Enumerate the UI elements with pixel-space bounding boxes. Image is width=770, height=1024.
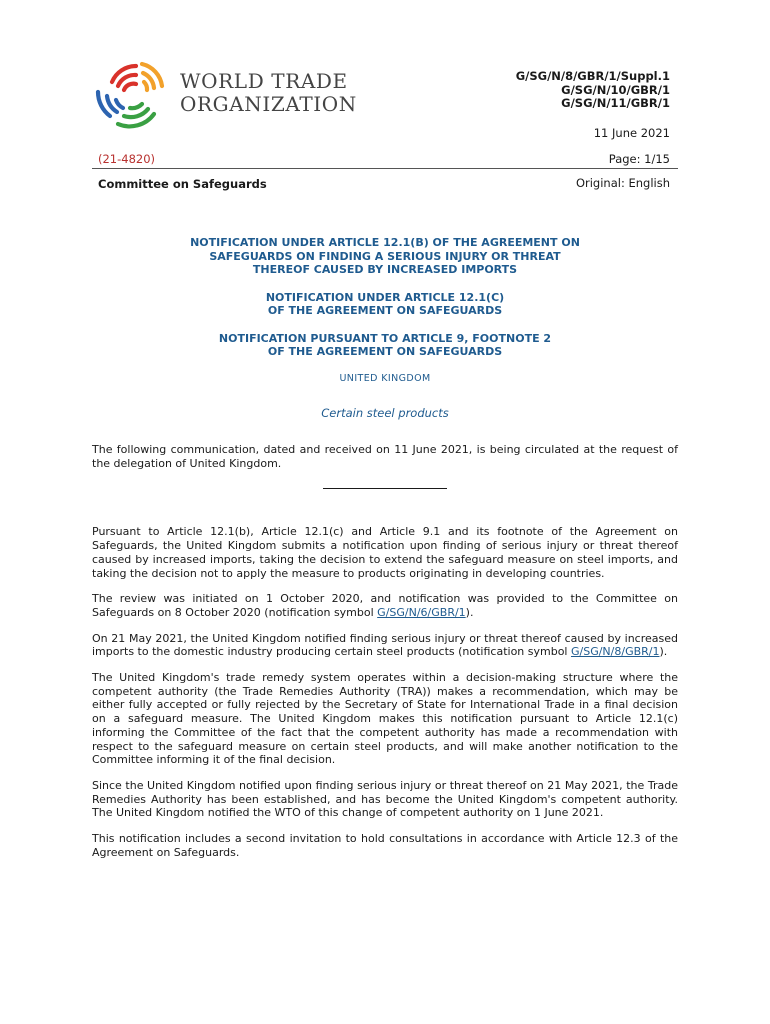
wto-emblem-icon	[92, 56, 172, 134]
document-number: (21-4820)	[98, 152, 156, 166]
member-name: UNITED KINGDOM	[339, 372, 431, 384]
paragraph-2-tail: ).	[465, 605, 474, 619]
wto-logo	[92, 56, 357, 134]
paragraph-3-tail: ).	[659, 645, 668, 659]
intro-paragraph: The following communication, dated and received on 11 June 2021, is being circulated at the request of the delegation of United Kingdom.	[92, 443, 678, 470]
document-symbol: G/SG/N/10/GBR/1	[561, 82, 670, 97]
paragraph-4: The United Kingdom's trade remedy system operates within a decision-making structure where the competent authority (the Trade Remedies Authority (TRA)) makes a recommendation, which may be either fully accepted or fully rejected by the Secretary of State for International Trade in a final decision on a safeguard measure. The United Kingdom makes this notification pursuant to Article 12.1(c) informing the Committee of the fact that the competent authority has made a recommendation with respect to the safeguard measure on certain steel products, and will make another notification to the Committee informing it of the final decision.	[92, 671, 678, 767]
document-date: 11 June 2021	[593, 126, 670, 140]
notification-titles	[92, 236, 678, 420]
notification-symbol-link-6[interactable]: G/SG/N/6/GBR/1	[377, 605, 466, 619]
paragraph-5: Since the United Kingdom notified upon finding serious injury or threat thereof on 21 May 2021, the Trade Remedies Authority has been established, and has become the United Kingdom's competent authority. The United Kingdom notified the WTO of this change of competent authority on 1 June 2021.	[92, 778, 678, 820]
separator-line	[323, 488, 447, 489]
title-block-article-12-1c	[92, 291, 678, 318]
title-line: OF THE AGREEMENT ON SAFEGUARDS	[267, 304, 503, 317]
title-line: THEREOF CAUSED BY INCREASED IMPORTS	[252, 263, 518, 276]
title-line: NOTIFICATION UNDER ARTICLE 12.1(B) OF THE AGREEMENT ON	[190, 236, 580, 249]
document-body	[92, 443, 678, 871]
title-line: SAFEGUARDS ON FINDING A SERIOUS INJURY OR THREAT	[209, 249, 561, 263]
title-block-article-12-1b	[92, 236, 678, 277]
title-block-article-9	[92, 332, 678, 359]
paragraph-1: Pursuant to Article 12.1(b), Article 12.1(c) and Article 9.1 and its footnote of the Agreement on Safeguards, the United Kingdom submits a notification upon finding of serious injury or threat thereof caused by increased imports, taking the decision to extend the safeguard measure on steel imports, and taking the decision not to apply the measure to products originating in developing countries.	[92, 525, 678, 580]
committee-name: Committee on Safeguards	[98, 177, 267, 191]
paragraph-6: This notification includes a second invitation to hold consultations in accordance with Article 12.3 of the Agreement on Safeguards.	[92, 832, 678, 859]
subject-line: Certain steel products	[321, 405, 449, 420]
paragraph-3-text: On 21 May 2021, the United Kingdom notified finding serious injury or threat thereof caused by increased imports to the domestic industry producing certain steel products (notification symbol	[92, 631, 678, 659]
document-symbol: G/SG/N/11/GBR/1	[561, 96, 670, 110]
title-line: NOTIFICATION PURSUANT TO ARTICLE 9, FOOTNOTE 2	[218, 331, 552, 345]
paragraph-3	[92, 632, 678, 659]
document-symbol: G/SG/N/8/GBR/1/Suppl.1	[515, 69, 670, 83]
page-info: Page: 1/15	[608, 152, 670, 166]
logo-text-organization: ORGANIZATION	[180, 92, 357, 116]
logo-text-world-trade: WORLD TRADE	[180, 69, 348, 93]
title-line: NOTIFICATION UNDER ARTICLE 12.1(C)	[265, 290, 505, 304]
document-symbols	[516, 70, 670, 111]
paragraph-2	[92, 592, 678, 619]
notification-symbol-link-8[interactable]: G/SG/N/8/GBR/1	[570, 645, 660, 659]
header-divider	[92, 168, 678, 169]
title-line: OF THE AGREEMENT ON SAFEGUARDS	[267, 345, 503, 358]
paragraph-2-text: The review was initiated on 1 October 2020, and notification was provided to the Committee on Safeguards on 8 October 2020 (notification symbol	[92, 592, 678, 619]
original-language: Original: English	[575, 176, 670, 190]
